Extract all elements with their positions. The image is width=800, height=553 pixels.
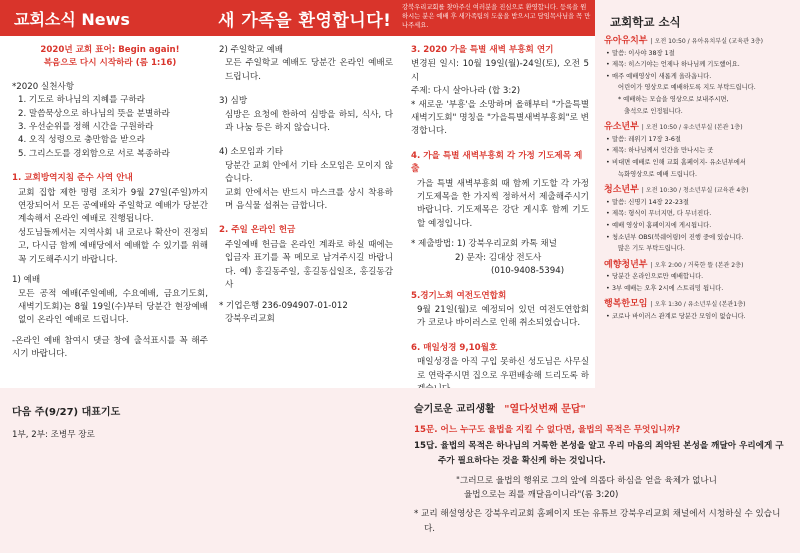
catechism-quote: 율법으로는 죄를 깨달음이니라"(롬 3:20) (464, 490, 619, 501)
section-text: -온라인 예배 참여시 댓글 창에 출석표시를 꼭 해주시기 바랍니다. (12, 335, 208, 360)
department-item: • 제목: 하나님께서 인간을 만나시는 곳 (604, 145, 794, 157)
catechism-quote: "그러므로 율법의 행위로 그의 앞에 의롭다 하심을 얻을 육체가 없나니 (456, 475, 717, 486)
department-item: 출석으로 인정됩니다. (624, 107, 683, 115)
section-title: 6. 매일성경 9,10월호 (411, 342, 498, 353)
subsection-title: 1) 예배 (12, 275, 41, 286)
section-title: 5.경기노회 여전도연합회 (411, 290, 507, 301)
department-header (604, 299, 794, 311)
catechism-header (414, 400, 586, 415)
catechism-subtitle: "열다섯번째 문답" (504, 404, 586, 415)
welcome-title: 새 가족을 환영합니다! (218, 11, 392, 31)
catechism-body (414, 423, 790, 538)
plan-item: 3. 우선순위를 정해 시간을 구원하라 (18, 122, 154, 133)
news-column-3 (411, 44, 589, 396)
department-item: • 제목: 형식이 무너지면, 다 무너진다. (604, 208, 794, 220)
news-title: 교회소식 News (14, 10, 130, 29)
news-column-2 (219, 44, 393, 326)
department-time: | 오전 10:50 / 유소년부실 (본관 1층) (641, 124, 743, 132)
department-header (604, 185, 794, 197)
section-text: 주제: 다시 살아나라 (합 3:2) (411, 86, 521, 97)
department-item: • 3부 예배는 오후 2시에 스트리밍 됩니다. (604, 283, 794, 295)
section-text: 매일성경을 아직 구입 못하신 성도님은 사무실로 연락주시면 집으로 우편배송해 드리도록 하 (417, 357, 589, 381)
department-item: * 예배하는 모습을 영상으로 보내주시면, (618, 95, 729, 103)
subsection-title: 3) 심방 (219, 96, 248, 107)
department-item: 녹화영상으로 예배 드립니다. (618, 170, 697, 178)
section-title: 3. 2020 가을 특별 새벽 부흥회 연기 (411, 45, 554, 55)
section-text: * 새로운 '부흥'을 소망하며 올해부터 "가을특별새벽기도회" 명칭을 "가을특별새벽부흥회"로 변경합니다. (411, 99, 589, 137)
school-departments (604, 36, 794, 323)
plan-item: 1. 기도로 하나님의 지혜를 구하라 (18, 95, 146, 106)
prayer-text: 1부, 2부: 조병무 장로 (12, 430, 95, 440)
plan-item: 5. 그리스도를 경외함으로 서로 복종하라 (18, 148, 170, 159)
department-header (604, 260, 794, 272)
section-text: 가을 특별 새벽부흥회 때 함께 기도할 각 가정 기도제목을 한 가지씩 정하셔서 제출해주시기 바랍니다. 기도제목은 강단 게시후 함께 기도할 예정입니다. (417, 178, 589, 229)
department-item: • 말씀: 신명기 14장 22-23절 (604, 197, 794, 209)
catechism-answer: 15답. 율법의 목적은 하나님의 거룩한 본성을 알고 우리 마음의 죄악된 본성을 깨달아 우리에게 구주가 필요하다는 것을 확신케 하는 것입니다. (414, 440, 784, 467)
department-item: • 당분간 온라인으로만 예배합니다. (604, 271, 794, 283)
department-item: • 코로나 바이러스 관계로 당분간 모임이 없습니다. (604, 311, 794, 323)
section-text: 변경된 일시: 10월 19일(월)-24일(토), 오전 5시 (411, 59, 589, 83)
prayer-title: 다음 주(9/27) 대표기도 (12, 407, 121, 418)
submission-method: * 제출방법: 1) 강북우리교회 카톡 채널 (411, 239, 557, 250)
section-text: 모든 주일학교 예배도 당분간 온라인 예배로 드립니다. (225, 58, 393, 82)
department-item: • 매주 예배영상이 새롭게 올라옵니다. (604, 71, 794, 83)
plan-item: 2. 말씀묵상으로 하나님의 뜻을 분별하라 (18, 108, 170, 119)
department-time: | 오후 2:00 / 거룩한 뜰 (본관 2층) (650, 261, 744, 269)
department-name: 유소년부 (604, 122, 639, 133)
section-text: 성도님들께서는 지역사회 내 코로나 확산이 진정되고, 다시금 함께 예배당에서 예배할 수 있기를 위해 꼭 기도해주시기 바랍니다. (18, 227, 208, 265)
section-title: 4. 가을 특별 새벽부흥회 각 가정 기도제목 제출 (411, 150, 583, 175)
department-item: • 예배 영상이 홈페이지에 게시됩니다. (604, 220, 794, 232)
department-time: | 오전 10:30 / 청소년부실 (교육관 4층) (641, 187, 749, 195)
plan-title: *2020 실천사항 (12, 81, 75, 92)
bank-account: * 기업은행 236-094907-01-012 (219, 300, 348, 311)
department-time: | 오전 10:50 / 유아유치부실 (교육관 3층) (650, 38, 764, 45)
department-header (604, 122, 794, 134)
bank-account-name: 강북우리교회 (225, 313, 275, 324)
section-text: 심방은 요청에 한하여 심방을 하되, 식사, 다과 나눔 등은 하지 않습니다. (225, 109, 393, 134)
section-text: 교회 안에서는 반드시 마스크를 상시 착용하며 음식물 섭취는 금합니다. (225, 187, 393, 212)
school-title: 교회학교 소식 (610, 15, 681, 29)
department-item: 어린이가 영상으로 예배하도록 지도 부탁드립니다. (618, 84, 756, 92)
section-text: 주일예배 헌금을 온라인 계좌로 하실 때에는 입금자 표기를 꼭 메모로 남겨주시길 바랍니다. 예) 홍길동주일, 홍길동십일조, 홍길동감사 (225, 239, 393, 291)
section-text: 모든 공적 예배(주일예배, 수요예배, 금요기도회, 새벽기도회)는 8월 19일(수)부터 당분간 현장예배 없이 온라인 예배로 드립니다. (18, 288, 208, 326)
section-text: 9월 21일(월)로 예정되어 있던 여전도연합회가 코로나 바이러스로 인해 취소되었습니다. (417, 304, 589, 329)
welcome-note: 강북우리교회를 찾아주신 여러분을 진심으로 환영합니다. 등록을 원하시는 분은 예배 후 새가족팀의 도움을 받으시고 담임목사님을 꼭 만나주세요. (402, 4, 591, 29)
subsection-title: 2) 주일학교 예배 (219, 45, 284, 55)
church-motto-verse: 복음으로 다시 시작하라 (롬 1:16) (43, 58, 177, 69)
phone-number: (010-9408-5394) (491, 266, 565, 277)
department-item: • 비대면 예배로 인해 교회 홈페이지- 유소년부에서 (604, 157, 794, 169)
department-item: • 제목: 히스기야는 언제나 하나님께 기도했어요. (604, 59, 794, 71)
section-text: 교회 집합 제한 명령 조치가 9월 27일(주일)까지 연장되어서 모든 공예배와 주일학교 예배가 당분간 계속해서 온라인 예배로 진행됩니다. (18, 187, 208, 225)
section-title: 1. 교회방역지침 준수 사역 안내 (12, 173, 133, 184)
department-item: 많은 기도 부탁드립니다. (618, 245, 685, 253)
department-name: 예향청년부 (604, 259, 648, 270)
department-item: • 청소년부 OBS(북쉐어링)이 진행 중에 있습니다. (604, 232, 794, 244)
church-motto: 2020년 교회 표어: Begin again! (40, 45, 180, 55)
catechism-title: 슬기로운 교리생활 (414, 404, 495, 415)
submission-method: 2) 문자: 김대상 전도사 (455, 252, 542, 263)
department-name: 유아유치부 (604, 36, 648, 46)
department-item: • 말씀: 이사야 38장 1절 (604, 48, 794, 60)
department-header (604, 36, 794, 48)
news-column-1 (12, 44, 208, 362)
department-name: 행복한모임 (604, 299, 648, 310)
department-name: 청소년부 (604, 185, 639, 196)
catechism-note: * 교리 해설영상은 강북우리교회 홈페이지 또는 유튜브 강북우리교회 채널에서 시청하실 수 있습니다. (414, 508, 781, 535)
plan-item: 4. 오직 성령으로 충만함을 받으라 (18, 135, 146, 146)
catechism-question: 15문. 어느 누구도 율법을 지킬 수 없다면, 율법의 목적은 무엇입니까? (414, 425, 681, 435)
subsection-title: 4) 소모임과 기타 (219, 147, 284, 158)
section-title: 2. 주일 온라인 헌금 (219, 225, 296, 236)
department-time: | 오후 1:30 / 유소년부실 (본관1층) (650, 301, 746, 309)
section-text: 당분간 교회 안에서 기타 소모임은 모이지 않습니다. (225, 160, 393, 185)
department-item: • 말씀: 레위기 17장 3-6절 (604, 134, 794, 146)
